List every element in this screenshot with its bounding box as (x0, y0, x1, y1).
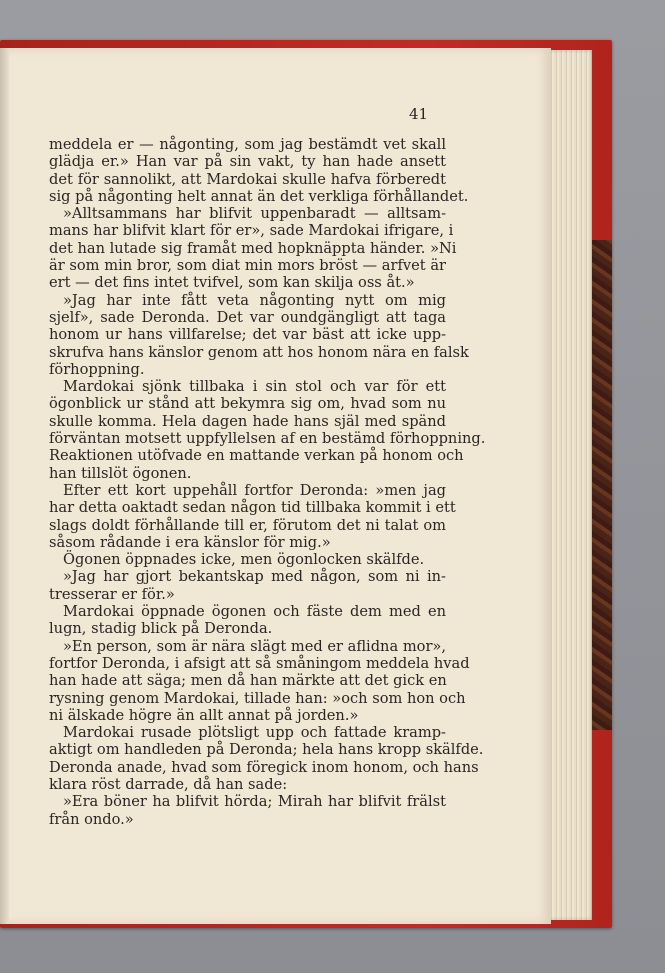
text-line: sig på någonting helt annat än det verkliga förhållandet. (49, 187, 469, 205)
text-line: Mardokai sjönk tillbaka i sin stol och var för ett (63, 378, 446, 396)
text-line: sjelf», sade Deronda. Det var oundgängligt att taga (49, 308, 446, 326)
page-edges (544, 50, 592, 920)
text-line: från ondo.» (49, 810, 134, 828)
text-line: »Jag har inte fått veta någonting nytt om mig (63, 291, 446, 309)
text-line: honom ur hans villfarelse; det var bäst att icke upp- (49, 326, 446, 344)
text-line: skrufva hans känslor genom att hos honom nära en falsk (49, 343, 469, 361)
text-line: »Alltsammans har blifvit uppenbaradt — alltsam- (63, 205, 446, 223)
marbled-endpaper (589, 240, 612, 730)
body-text (49, 136, 486, 828)
text-line: han hade att säga; men då han märkte att det gick en (49, 672, 447, 690)
text-line: klara röst darrade, då han sade: (49, 775, 288, 793)
text-line: slags doldt förhållande till er, förutom det ni talat om (49, 516, 446, 534)
text-line: det för sannolikt, att Mardokai skulle hafva förberedt (49, 170, 446, 188)
text-line: mans har blifvit klart för er», sade Mardokai ifrigare, i (49, 222, 454, 240)
text-line: förhoppning. (49, 360, 145, 378)
page-number: 41 (409, 105, 429, 123)
text-line: »En person, som är nära slägt med er aflidna mor», (63, 637, 446, 655)
page-gutter (0, 48, 9, 924)
text-line: Efter ett kort uppehåll fortfor Deronda: »men jag (63, 481, 446, 499)
text-line: såsom rådande i era känslor för mig.» (49, 533, 331, 551)
text-line: är som min bror, som diat min mors bröst — arfvet är (49, 257, 446, 275)
text-line: ni älskade högre än allt annat på jorden.» (49, 706, 359, 724)
text-line: aktigt om handleden på Deronda; hela hans kropp skälfde. (49, 741, 484, 759)
text-line: glädja er.» Han var på sin vakt, ty han hade ansett (49, 153, 446, 171)
text-line: ert — det fins intet tvifvel, som kan skilja oss åt.» (49, 274, 415, 292)
text-line: Reaktionen utöfvade en mattande verkan på honom och (49, 447, 464, 465)
text-line: meddela er — någonting, som jag bestämdt vet skall (49, 136, 446, 153)
text-line: Ögonen öppnades icke, men ögonlocken skälfde. (63, 551, 425, 569)
text-line: ögonblick ur stånd att bekymra sig om, hvad som nu (49, 395, 446, 413)
text-line: tresserar er för.» (49, 585, 175, 603)
text-line: Mardokai öppnade ögonen och fäste dem med en (63, 603, 446, 621)
text-line: Mardokai rusade plötsligt upp och fattade kramp- (63, 724, 446, 742)
text-line: Deronda anade, hvad som föregick inom honom, och hans (49, 758, 479, 776)
text-line: det han lutade sig framåt med hopknäppta händer. »Ni (49, 239, 457, 257)
text-line: lugn, stadig blick på Deronda. (49, 620, 273, 638)
text-line: »Era böner ha blifvit hörda; Mirah har blifvit frälst (63, 793, 446, 811)
text-line: förväntan motsett uppfyllelsen af en bestämd förhoppning. (49, 430, 486, 448)
text-line: har detta oaktadt sedan någon tid tillbaka kommit i ett (49, 499, 456, 517)
text-line: »Jag har gjort bekantskap med någon, som ni in- (63, 568, 446, 586)
text-line: fortfor Deronda, i afsigt att så småningom meddela hvad (49, 654, 470, 672)
text-line: han tillslöt ögonen. (49, 464, 192, 482)
text-line: skulle komma. Hela dagen hade hans själ med spänd (49, 412, 446, 430)
text-line: rysning genom Mardokai, tillade han: »och som hon och (49, 689, 466, 707)
